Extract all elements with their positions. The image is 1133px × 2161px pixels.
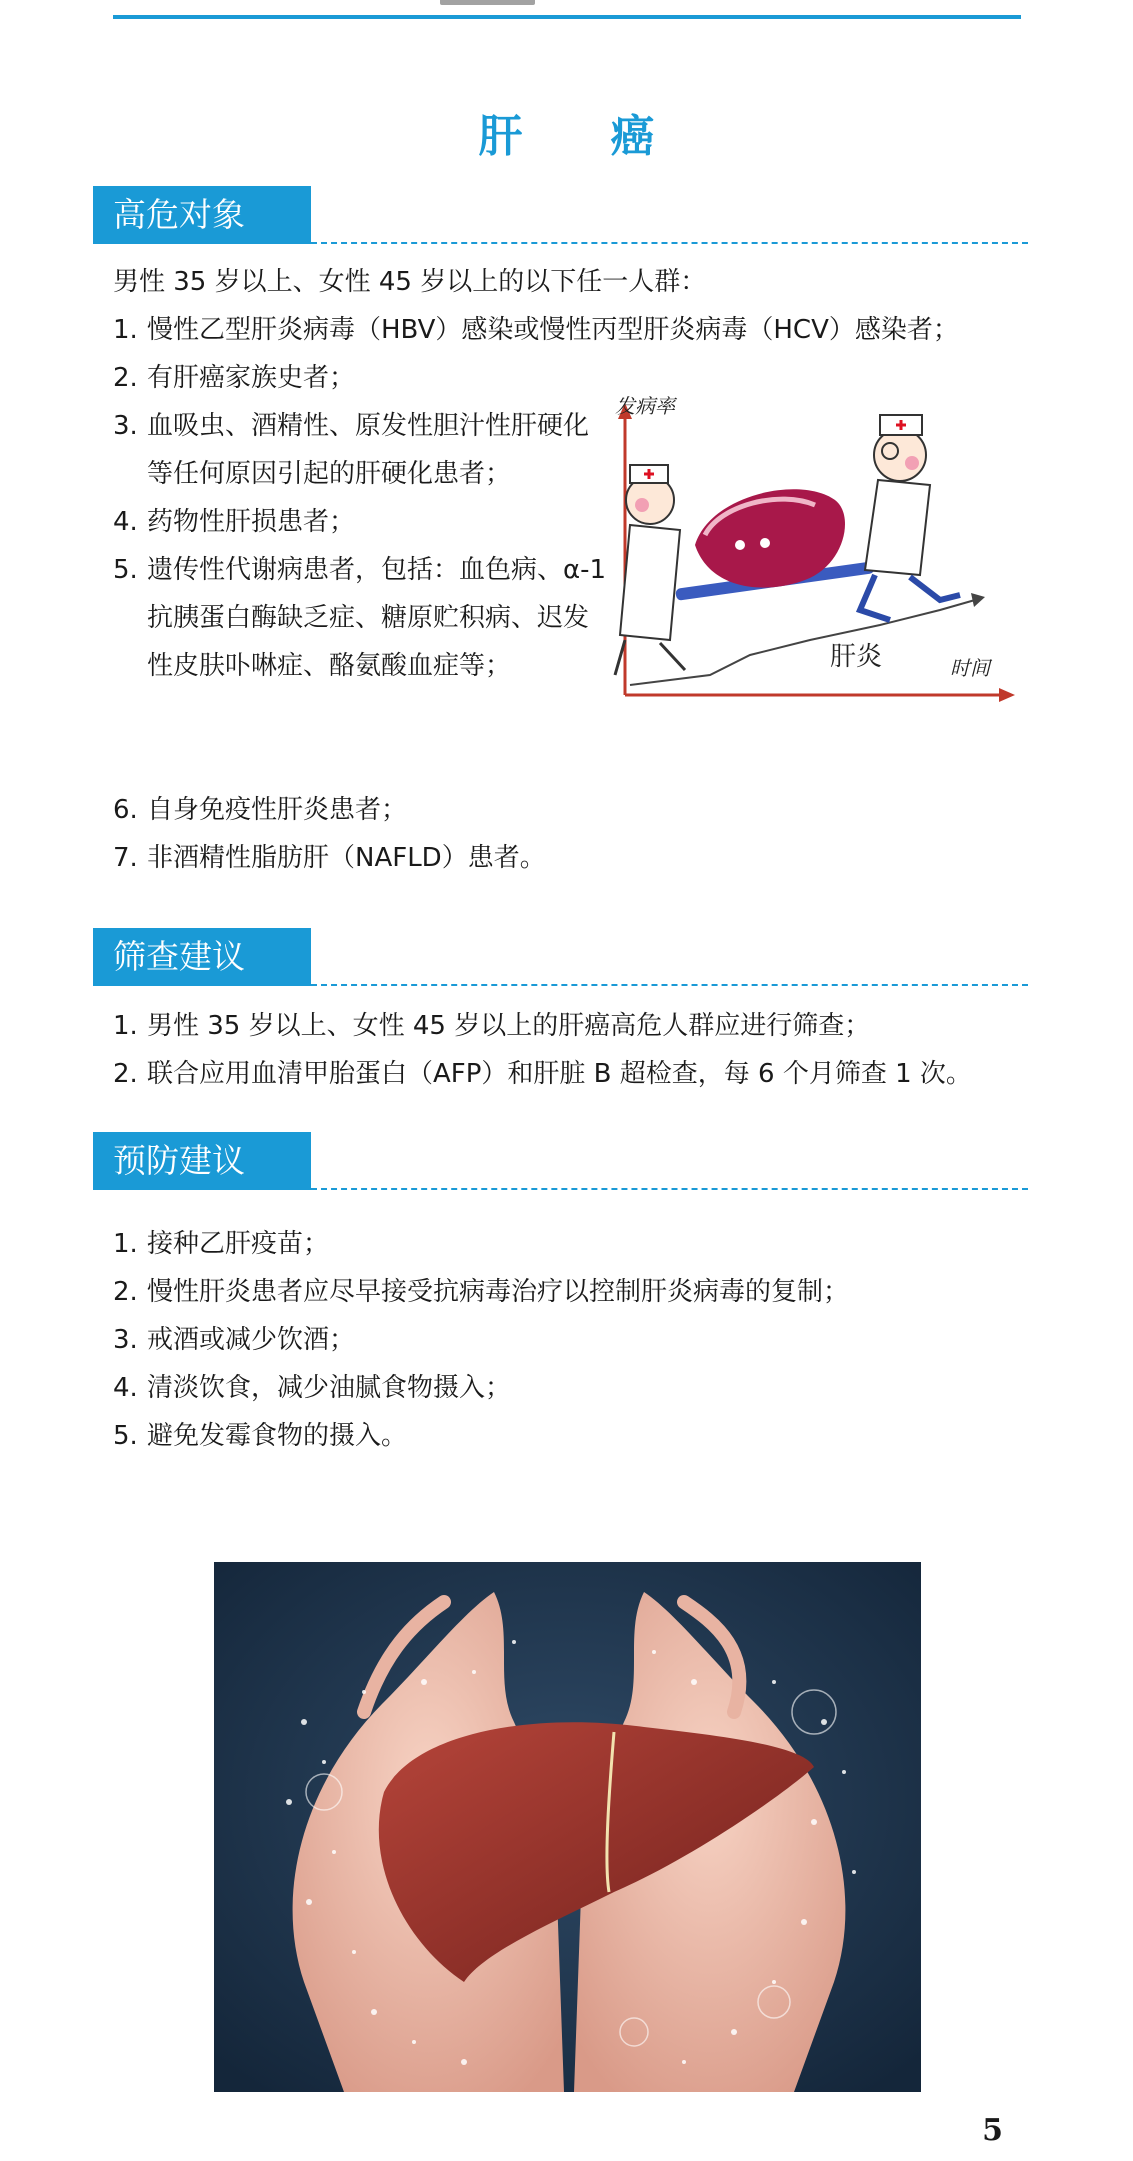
list-item: 1. 慢性乙型肝炎病毒（HBV）感染或慢性丙型肝炎病毒（HCV）感染者； [113,315,959,345]
list-item: 2. 慢性肝炎患者应尽早接受抗病毒治疗以控制肝炎病毒的复制； [113,1277,850,1307]
section-header-prevention [93,1132,1028,1190]
list-item: 3. 戒酒或减少饮酒； [113,1325,356,1355]
rising-curve [630,600,975,685]
doctor-right-cheek [905,456,919,470]
liver-eye [760,538,770,548]
page-title: 肝 癌 [478,111,677,162]
dashed-divider [311,984,1028,986]
list-item: 2. 有肝癌家族史者； [113,363,356,393]
high-risk-list-bottom [113,786,546,882]
curve-arrow-icon [971,593,985,607]
section-header-screening [93,928,1028,986]
list-item: 1. 男性 35 岁以上、女性 45 岁以上的肝癌高危人群应进行筛查； [113,1011,871,1041]
section-tab-label: 筛查建议 [93,928,311,986]
x-axis-label: 时间 [950,656,990,680]
list-item: 5. 避免发霉食物的摄入。 [113,1421,408,1451]
section-tab-label: 高危对象 [93,186,311,244]
list-item: 5. 遗传性代谢病患者，包括：血色病、α-1 抗胰蛋白酶缺乏症、糖原贮积病、迟发性皮肤卟啉症、酪氨酸血症等； [113,555,607,681]
dashed-divider [311,242,1028,244]
hands-holding-liver-photo [214,1562,921,2092]
high-risk-intro: 男性 35 岁以上、女性 45 岁以上的以下任一人群： [113,267,707,297]
list-item: 3. 血吸虫、酒精性、原发性胆汁性肝硬化等任何原因引起的肝硬化患者； [113,411,590,489]
doctor-right-coat [865,480,930,575]
list-item: 7. 非酒精性脂肪肝（NAFLD）患者。 [113,843,546,873]
high-risk-list-wrapped [113,402,607,690]
prevention-list [113,1220,849,1460]
y-axis-label: 发病率 [615,394,675,418]
curve-label: 肝炎 [830,642,883,672]
doctor-right-legs [860,575,960,620]
list-item: 4. 药物性肝损患者； [113,507,356,537]
list-item: 2. 联合应用血清甲胎蛋白（AFP）和肝脏 B 超检查，每 6 个月筛查 1 次。 [113,1059,972,1089]
page-number: 5 [982,2113,1003,2148]
header-rule [113,15,1021,19]
dashed-divider [311,1188,1028,1190]
hepatitis-cartoon-illustration [600,385,1020,715]
liver-eye [735,540,745,550]
doctor-right-head [874,429,926,481]
doctor-left-cheek [635,498,649,512]
list-item: 4. 清淡饮食，减少油腻食物摄入； [113,1373,512,1403]
screening-list [113,1002,972,1098]
list-item: 1. 接种乙肝疫苗； [113,1229,330,1259]
list-item: 6. 自身免疫性肝炎患者； [113,795,408,825]
top-cropped-text [440,0,535,5]
x-axis-arrow-icon [999,688,1015,702]
doctor-left-coat [620,525,680,640]
section-tab-label: 预防建议 [93,1132,311,1190]
section-header-high-risk [93,186,1028,244]
